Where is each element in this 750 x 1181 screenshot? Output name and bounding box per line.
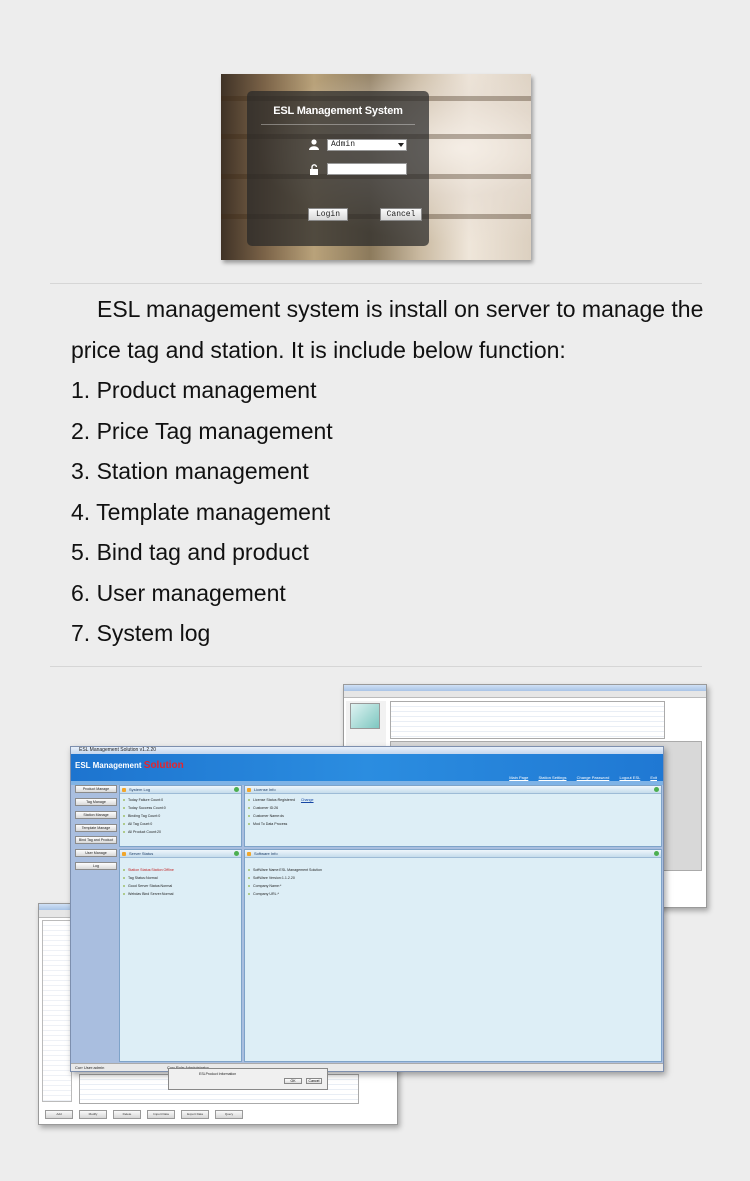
feature-item: 1. Product management bbox=[71, 377, 317, 403]
status-line: Webdav Bind Server:Normal bbox=[128, 892, 174, 896]
sidebar-item-template[interactable]: Template Manage bbox=[75, 824, 117, 832]
log-line: All Product Count:20 bbox=[128, 830, 161, 834]
status-line: Good Server Status:Normal bbox=[128, 884, 173, 888]
log-icon bbox=[122, 788, 126, 792]
section-divider bbox=[50, 283, 702, 284]
export-button[interactable]: Export Data bbox=[181, 1110, 209, 1119]
software-line: SoftWare Version:1.1.2.20 bbox=[253, 876, 295, 880]
current-user: Curr User:admin bbox=[75, 1065, 105, 1070]
delete-button[interactable]: Delete bbox=[113, 1110, 141, 1119]
panel-header bbox=[120, 786, 241, 794]
top-nav bbox=[500, 775, 657, 780]
sidebar-item-bind[interactable]: Bind Tag and Product bbox=[75, 836, 117, 844]
sidebar-item-log[interactable]: Log bbox=[75, 862, 117, 870]
login-title: ESL Management System bbox=[273, 105, 403, 117]
logo-text: ESL Management bbox=[75, 761, 142, 770]
feature-item: 2. Price Tag management bbox=[71, 417, 333, 444]
window-title: ESL Management Solution v1.2.20 bbox=[71, 747, 663, 754]
sidebar-item-user[interactable]: User Manage bbox=[75, 849, 117, 857]
nav-station-settings[interactable]: Station Settings bbox=[538, 775, 567, 780]
log-line: Binding Tag Count:0 bbox=[128, 814, 161, 818]
description-intro: ESL management system is install on server to manage the price tag and station. It is include below function: bbox=[71, 296, 704, 363]
log-line: Today Failure Count:0 bbox=[128, 798, 164, 802]
log-line: All Tag Count:0 bbox=[128, 822, 153, 826]
title-divider bbox=[261, 124, 415, 125]
panel-header bbox=[120, 850, 241, 858]
collapse-icon[interactable] bbox=[654, 787, 659, 792]
price-tag-image bbox=[350, 703, 380, 729]
chevron-down-icon bbox=[398, 143, 404, 147]
login-panel bbox=[247, 91, 429, 246]
nav-main-page[interactable]: Main Page bbox=[509, 775, 529, 780]
section-divider bbox=[50, 666, 702, 667]
user-select-value: Admin bbox=[331, 140, 356, 149]
tag-table bbox=[390, 701, 665, 739]
dialog-cancel-button[interactable]: Cancel bbox=[306, 1078, 322, 1084]
product-dialog bbox=[168, 1068, 328, 1090]
status-bar bbox=[71, 1063, 663, 1071]
app-banner bbox=[71, 754, 663, 781]
query-button[interactable]: Query bbox=[215, 1110, 243, 1119]
software-info-panel bbox=[244, 849, 662, 1062]
feature-item: 5. Bind tag and product bbox=[71, 539, 309, 565]
lock-icon bbox=[309, 164, 319, 175]
license-info-panel bbox=[244, 785, 662, 847]
logo-accent: Solution bbox=[143, 760, 184, 771]
info-icon bbox=[247, 788, 251, 792]
license-line: Customer Name:ds bbox=[253, 814, 284, 818]
description-block bbox=[71, 289, 711, 654]
change-license-link[interactable]: Change bbox=[300, 798, 314, 802]
action-buttons bbox=[45, 1110, 285, 1120]
collapse-icon[interactable] bbox=[654, 851, 659, 856]
tab-strip bbox=[344, 691, 706, 698]
status-line: Station Status:Station Offline bbox=[128, 868, 174, 872]
status-line: Tag Status:Normal bbox=[128, 876, 158, 880]
license-status-text: License Status:Registered bbox=[253, 798, 295, 802]
cancel-button[interactable]: Cancel bbox=[380, 208, 422, 221]
add-button[interactable]: Add bbox=[45, 1110, 73, 1119]
panel-title: License Info bbox=[254, 787, 276, 792]
software-icon bbox=[247, 852, 251, 856]
user-select[interactable] bbox=[327, 139, 407, 151]
dialog-text: ESLProduct Information bbox=[199, 1072, 237, 1076]
sidebar-item-station[interactable]: Station Manage bbox=[75, 811, 117, 819]
panel-title: Server Status bbox=[129, 851, 154, 856]
feature-item: 7. System log bbox=[71, 620, 211, 646]
software-line: SoftWare Name:ESL Management Solution bbox=[253, 868, 323, 872]
log-line: Today Success Count:0 bbox=[128, 806, 166, 810]
server-icon bbox=[122, 852, 126, 856]
sidebar bbox=[72, 785, 118, 1061]
login-button[interactable]: Login bbox=[308, 208, 348, 221]
panel-title: System Log bbox=[129, 787, 151, 792]
main-app-screenshot bbox=[70, 746, 664, 1072]
sidebar-item-tag[interactable]: Tag Manage bbox=[75, 798, 117, 806]
panel-header bbox=[245, 850, 661, 858]
nav-logout[interactable]: Logout ESL bbox=[619, 775, 641, 780]
nav-change-password[interactable]: Change Password bbox=[576, 775, 610, 780]
app-logo bbox=[75, 760, 184, 771]
collapse-icon[interactable] bbox=[234, 787, 239, 792]
panel-title: Software Info bbox=[254, 851, 278, 856]
feature-item: 4. Template management bbox=[71, 498, 331, 525]
modify-button[interactable]: Modify bbox=[79, 1110, 107, 1119]
software-line: Company Name:* bbox=[253, 884, 282, 888]
dialog-ok-button[interactable]: OK bbox=[284, 1078, 302, 1084]
software-line: Company URL:* bbox=[253, 892, 279, 896]
import-button[interactable]: Import Data bbox=[147, 1110, 175, 1119]
feature-item: 3. Station management bbox=[71, 458, 309, 484]
system-log-panel bbox=[119, 785, 242, 847]
collapse-icon[interactable] bbox=[234, 851, 239, 856]
nav-exit[interactable]: Exit bbox=[650, 775, 657, 780]
license-status bbox=[253, 798, 314, 802]
feature-item: 6. User management bbox=[71, 579, 286, 606]
license-line: Customer ID:26 bbox=[253, 806, 279, 810]
password-input[interactable] bbox=[327, 163, 407, 175]
product-list bbox=[42, 920, 72, 1102]
license-line: Mod To Data Process bbox=[253, 822, 288, 826]
panel-header bbox=[245, 786, 661, 794]
server-status-panel bbox=[119, 849, 242, 1062]
user-icon bbox=[309, 139, 319, 150]
sidebar-item-product[interactable]: Product Manage bbox=[75, 785, 117, 793]
login-screenshot bbox=[221, 74, 531, 260]
